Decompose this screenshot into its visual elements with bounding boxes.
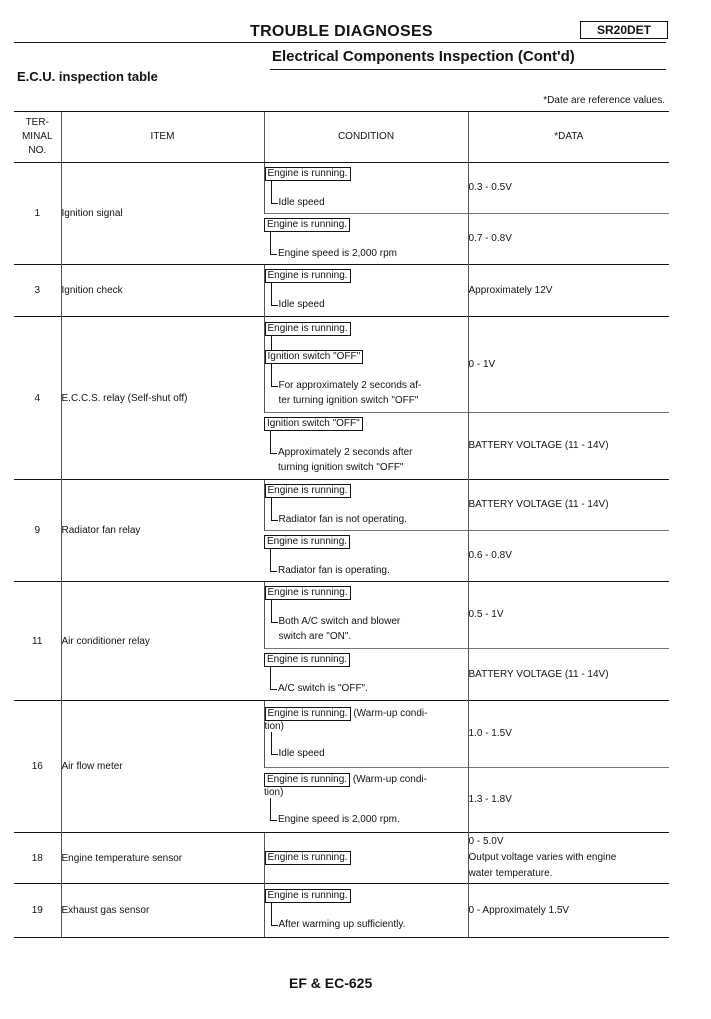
table-row	[14, 701, 669, 768]
header-terminal: TER- MINAL NO.	[14, 112, 61, 163]
ecu-inspection-table	[14, 111, 669, 938]
condition-detail: Engine speed is 2,000 rpm	[270, 246, 468, 261]
page-number: EF & EC-625	[289, 975, 373, 991]
condition-cell	[264, 317, 468, 413]
condition-state-box: Engine is running.	[264, 773, 350, 787]
connector-line	[271, 283, 468, 297]
section-title: E.C.U. inspection table	[17, 69, 158, 84]
data-value: 0.5 - 1V	[468, 582, 669, 649]
table-row	[14, 884, 669, 938]
terminal-number: 3	[14, 265, 61, 317]
data-value: 0 - 1V	[468, 317, 669, 413]
condition-detail: Idle speed	[271, 746, 468, 761]
condition-cell	[264, 884, 468, 938]
data-value: 0.6 - 0.8V	[468, 531, 669, 582]
item-name: Ignition signal	[61, 163, 264, 265]
condition-cell	[264, 480, 468, 531]
connector-line	[271, 181, 468, 195]
connector-line	[270, 431, 468, 445]
condition-state-box: Engine is running.	[264, 535, 350, 549]
condition-detail: Radiator fan is not operating.	[271, 512, 468, 527]
condition-state-box: Engine is running.	[265, 889, 351, 903]
table-row	[14, 163, 669, 214]
condition-detail: Approximately 2 seconds after turning ignition switch "OFF"	[270, 445, 468, 475]
header-condition: CONDITION	[264, 112, 468, 163]
condition-state-box: Engine is running.	[264, 218, 350, 232]
page-subtitle: Electrical Components Inspection (Cont'd)	[272, 48, 575, 65]
condition-state-box: Engine is running.	[265, 269, 351, 283]
condition-detail: For approximately 2 seconds af- ter turning ignition switch "OFF"	[271, 378, 468, 408]
data-value: 0.7 - 0.8V	[468, 214, 669, 265]
condition-detail: Both A/C switch and blower switch are "ON".	[271, 614, 468, 644]
connector-line	[271, 903, 468, 917]
condition-note: (Warm-up condi- tion)	[264, 774, 427, 798]
condition-detail: Radiator fan is operating.	[270, 563, 468, 578]
condition-cell	[264, 582, 468, 649]
item-name: E.C.C.S. relay (Self-shut off)	[61, 317, 264, 480]
terminal-number: 1	[14, 163, 61, 265]
table-body	[14, 163, 669, 938]
condition-state-box: Engine is running.	[265, 586, 351, 600]
connector-line	[270, 232, 468, 246]
condition-state-box: Engine is running.	[264, 653, 350, 667]
connector-line	[271, 732, 468, 746]
data-value: BATTERY VOLTAGE (11 - 14V)	[468, 413, 669, 480]
connector-line	[271, 364, 468, 378]
model-badge: SR20DET	[580, 21, 668, 39]
condition-state-box: Ignition switch "OFF"	[265, 350, 364, 364]
condition-state-box: Engine is running.	[265, 167, 351, 181]
data-value: BATTERY VOLTAGE (11 - 14V)	[468, 480, 669, 531]
data-value: 1.3 - 1.8V	[468, 768, 669, 833]
condition-state-box: Engine is running.	[265, 484, 351, 498]
condition-note: (Warm-up condi- tion)	[264, 708, 428, 732]
condition-state-box: Engine is running.	[265, 707, 351, 721]
data-value: Approximately 12V	[468, 265, 669, 317]
condition-cell	[264, 833, 468, 884]
condition-cell	[264, 413, 468, 480]
header-data: *DATA	[468, 112, 669, 163]
connector-line	[271, 336, 468, 350]
subtitle-rule	[270, 69, 666, 70]
connector-line	[271, 498, 468, 512]
item-name: Air conditioner relay	[61, 582, 264, 701]
item-name: Radiator fan relay	[61, 480, 264, 582]
reference-note: *Date are reference values.	[543, 95, 665, 106]
condition-detail: Engine speed is 2,000 rpm.	[270, 812, 468, 827]
item-name: Engine temperature sensor	[61, 833, 264, 884]
header-item: ITEM	[61, 112, 264, 163]
item-name: Exhaust gas sensor	[61, 884, 264, 938]
condition-state-box: Engine is running.	[265, 851, 351, 865]
data-value: 0.3 - 0.5V	[468, 163, 669, 214]
table-row	[14, 265, 669, 317]
condition-detail: After warming up sufficiently.	[271, 917, 468, 932]
condition-detail: Idle speed	[271, 297, 468, 312]
header-rule	[14, 42, 666, 43]
table-row	[14, 582, 669, 649]
condition-cell	[264, 649, 468, 701]
condition-cell	[264, 531, 468, 582]
condition-state-box: Engine is running.	[265, 322, 351, 336]
connector-line	[270, 798, 468, 812]
item-name: Ignition check	[61, 265, 264, 317]
condition-cell	[264, 163, 468, 214]
connector-line	[270, 667, 468, 681]
condition-state-box: Ignition switch "OFF"	[264, 417, 363, 431]
data-value: 0 - 5.0V Output voltage varies with engine water temperature.	[468, 833, 669, 884]
terminal-number: 9	[14, 480, 61, 582]
terminal-number: 16	[14, 701, 61, 833]
data-value: 0 - Approximately 1.5V	[468, 884, 669, 938]
connector-line	[270, 549, 468, 563]
item-name: Air flow meter	[61, 701, 264, 833]
condition-cell	[264, 265, 468, 317]
connector-line	[271, 600, 468, 614]
terminal-number: 4	[14, 317, 61, 480]
condition-cell	[264, 768, 468, 833]
terminal-number: 18	[14, 833, 61, 884]
page-title: TROUBLE DIAGNOSES	[250, 23, 433, 40]
condition-detail: Idle speed	[271, 195, 468, 210]
data-value: 1.0 - 1.5V	[468, 701, 669, 768]
terminal-number: 11	[14, 582, 61, 701]
table-row	[14, 480, 669, 531]
terminal-number: 19	[14, 884, 61, 938]
condition-detail: A/C switch is "OFF".	[270, 681, 468, 696]
condition-cell	[264, 701, 468, 768]
data-value: BATTERY VOLTAGE (11 - 14V)	[468, 649, 669, 701]
condition-cell	[264, 214, 468, 265]
table-row	[14, 833, 669, 884]
table-row	[14, 317, 669, 413]
